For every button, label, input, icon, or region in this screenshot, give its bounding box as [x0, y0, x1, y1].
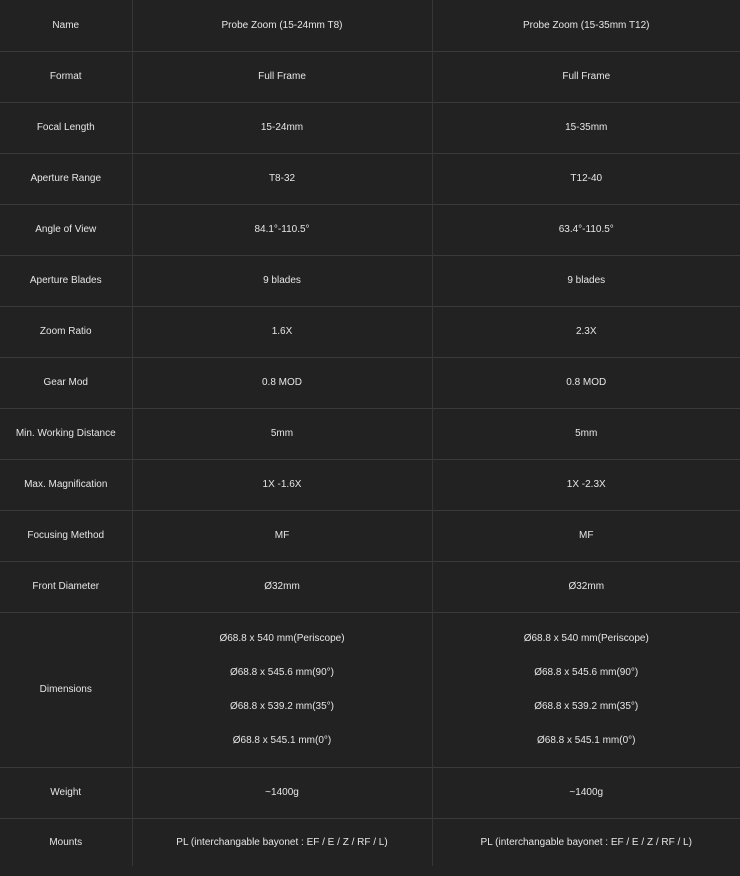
- value-15-35: T12-40: [432, 153, 740, 204]
- spec-row-aperture-blades: [0, 255, 740, 306]
- value-15-35: 0.8 MOD: [432, 357, 740, 408]
- row-label: Min. Working Distance: [0, 408, 132, 459]
- spec-row-zoom-ratio: [0, 306, 740, 357]
- value-15-24: PL (interchangable bayonet : EF / E / Z / RF / L): [132, 818, 432, 866]
- spec-row-angle-of-view: [0, 204, 740, 255]
- dimension-line: Ø68.8 x 545.1 mm(0°): [232, 734, 332, 746]
- row-label: Name: [0, 0, 132, 51]
- row-label: Aperture Range: [0, 153, 132, 204]
- value-15-35: MF: [432, 510, 740, 561]
- spec-row-name: [0, 0, 740, 51]
- row-label: Focusing Method: [0, 510, 132, 561]
- value-15-35: Full Frame: [432, 51, 740, 102]
- value-15-35: Ø32mm: [432, 561, 740, 612]
- spec-row-max-magnification: [0, 459, 740, 510]
- value-15-24: T8-32: [132, 153, 432, 204]
- value-15-35: ~1400g: [432, 767, 740, 818]
- row-label: Zoom Ratio: [0, 306, 132, 357]
- spec-row-front-diameter: [0, 561, 740, 612]
- value-15-35: Probe Zoom (15-35mm T12): [522, 19, 650, 31]
- value-15-24: 9 blades: [132, 255, 432, 306]
- value-15-24: 1X -1.6X: [132, 459, 432, 510]
- value-15-24: 15-24mm: [132, 102, 432, 153]
- value-15-24: ~1400g: [132, 767, 432, 818]
- value-15-24: Full Frame: [132, 51, 432, 102]
- dimension-line: Ø68.8 x 540 mm(Periscope): [523, 632, 649, 644]
- value-15-24: MF: [132, 510, 432, 561]
- value-15-24: 84.1°-110.5°: [132, 204, 432, 255]
- spec-row-focusing-method: [0, 510, 740, 561]
- spec-row-format: [0, 51, 740, 102]
- value-15-35: 5mm: [432, 408, 740, 459]
- value-15-24: 1.6X: [132, 306, 432, 357]
- row-label: Focal Length: [0, 102, 132, 153]
- row-label: Aperture Blades: [0, 255, 132, 306]
- spec-row-gear-mod: [0, 357, 740, 408]
- value-15-35: 2.3X: [432, 306, 740, 357]
- value-15-35: 63.4°-110.5°: [432, 204, 740, 255]
- dimension-line: Ø68.8 x 539.2 mm(35°): [534, 700, 639, 712]
- dimension-line: Ø68.8 x 539.2 mm(35°): [229, 700, 335, 712]
- row-label: Gear Mod: [0, 357, 132, 408]
- value-15-24: Ø32mm: [132, 561, 432, 612]
- dimension-line: Ø68.8 x 545.6 mm(90°): [229, 666, 335, 678]
- spec-row-aperture-range: [0, 153, 740, 204]
- value-15-35: 9 blades: [432, 255, 740, 306]
- row-label: Mounts: [0, 818, 132, 866]
- spec-row-min-working-distance: [0, 408, 740, 459]
- dimension-line: Ø68.8 x 545.1 mm(0°): [537, 734, 636, 746]
- value-15-24: Probe Zoom (15-24mm T8): [132, 0, 432, 51]
- row-label: Angle of View: [0, 204, 132, 255]
- value-15-24: 5mm: [132, 408, 432, 459]
- value-15-35: [432, 612, 740, 767]
- value-15-24: [132, 612, 432, 767]
- dimension-line: Ø68.8 x 545.6 mm(90°): [534, 666, 639, 678]
- dimension-line: Ø68.8 x 540 mm(Periscope): [219, 632, 345, 644]
- row-label: Max. Magnification: [0, 459, 132, 510]
- value-15-35: 1X -2.3X: [432, 459, 740, 510]
- value-15-24: 0.8 MOD: [132, 357, 432, 408]
- value-15-35: PL (interchangable bayonet : EF / E / Z / RF / L): [432, 818, 740, 866]
- row-label: Dimensions: [0, 612, 132, 767]
- spec-row-weight: [0, 767, 740, 818]
- spec-row-mounts: [0, 818, 740, 866]
- spec-row-focal-length: [0, 102, 740, 153]
- value-15-35: 15-35mm: [432, 102, 740, 153]
- spec-row-dimensions: [0, 612, 740, 767]
- row-label: Format: [0, 51, 132, 102]
- row-label: Weight: [0, 767, 132, 818]
- row-label: Front Diameter: [0, 561, 132, 612]
